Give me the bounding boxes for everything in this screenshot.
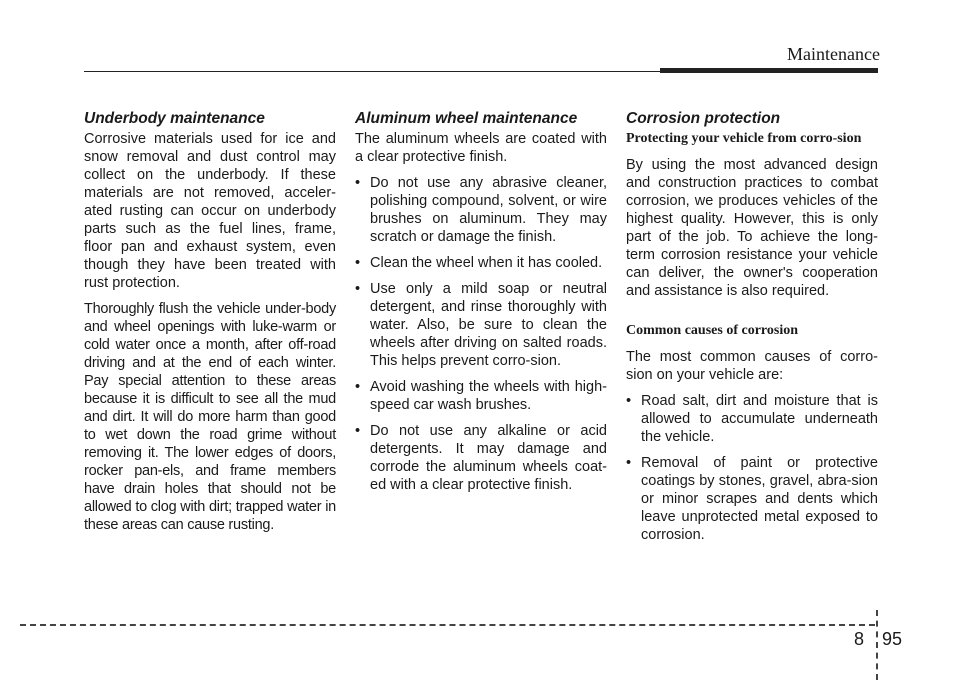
column-aluminum-wheel — [355, 110, 607, 502]
corrosion-subheading-protecting: Protecting your vehicle from corro-sion — [626, 131, 862, 146]
bullet-icon: • — [626, 455, 632, 471]
list-item — [355, 254, 607, 272]
list-item-text: Clean the wheel when it has cooled. — [370, 255, 603, 271]
list-item-text: Avoid washing the wheels with high-speed car wash brushes. — [370, 379, 607, 413]
aluminum-heading: Aluminum wheel maintenance — [355, 110, 578, 127]
aluminum-intro: The aluminum wheels are coated with a clear protective finish. — [355, 131, 607, 165]
corrosion-heading: Corrosion protection — [626, 110, 781, 127]
chapter-number: 8 — [854, 629, 865, 649]
corrosion-paragraph-1: By using the most advanced design and construction practices to combat corrosion, we produces vehicles of the highest quality. However, this is only part of the job. To achieve the long-term corrosion resistance your vehicle can deliver, the owner's cooperation and assistance is also required. — [626, 157, 878, 299]
list-item — [355, 422, 607, 494]
page-number: 95 — [882, 629, 903, 649]
list-item — [626, 454, 878, 544]
footer-page-separator — [876, 610, 878, 680]
bullet-icon: • — [355, 379, 361, 395]
corrosion-subheading-causes: Common causes of corrosion — [626, 323, 799, 338]
list-item — [355, 378, 607, 414]
bullet-icon: • — [355, 175, 361, 191]
underbody-heading: Underbody maintenance — [84, 110, 265, 127]
aluminum-bullet-list — [355, 174, 607, 494]
bullet-icon: • — [355, 255, 361, 271]
header-divider-bar — [660, 68, 878, 73]
footer-divider — [20, 624, 875, 626]
column-corrosion — [626, 110, 878, 552]
corrosion-paragraph-2: The most common causes of corro-sion on your vehicle are: — [626, 349, 878, 383]
list-item-text: Road salt, dirt and moisture that is allowed to accumulate underneath the vehicle. — [641, 393, 878, 445]
bullet-icon: • — [626, 393, 632, 409]
bullet-icon: • — [355, 423, 361, 439]
corrosion-bullet-list — [626, 392, 878, 544]
underbody-paragraph-1: Corrosive materials used for ice and snow removal and dust control may collect on the underbody. If these materials are not removed, acceler-ated rusting can occur on underbody parts such as the fuel lines, frame, floor pan and exhaust system, even though they have been treated with rust protection. — [84, 131, 336, 291]
header-divider — [84, 71, 660, 72]
list-item — [355, 174, 607, 246]
list-item — [355, 280, 607, 370]
list-item-text: Use only a mild soap or neutral detergent, and rinse thoroughly with water. Also, be sure to clean the wheels after driving on salted roads. This helps prevent corro-sion. — [370, 281, 607, 369]
column-underbody — [84, 110, 336, 542]
section-title: Maintenance — [787, 44, 880, 64]
list-item-text: Do not use any alkaline or acid detergents. It may damage and corrode the aluminum wheels coat-ed with a clear protective finish. — [370, 423, 607, 493]
list-item-text: Do not use any abrasive cleaner, polishing compound, solvent, or wire brushes on aluminum. They may scratch or damage the finish. — [370, 175, 607, 245]
list-item-text: Removal of paint or protective coatings by stones, gravel, abra-sion or minor scrapes and dents which leave unprotected metal exposed to corrosion. — [641, 455, 878, 543]
list-item — [626, 392, 878, 446]
bullet-icon: • — [355, 281, 361, 297]
underbody-paragraph-2: Thoroughly flush the vehicle under-body and wheel openings with luke-warm or cold water once a month, after off-road driving and at the end of each winter. Pay special attention to these areas because it is difficult to see all the mud and dirt. It will do more harm than good to wet down the road grime without removing it. The lower edges of doors, rocker pan-els, and frame members have drain holes that should not be allowed to clog with dirt; trapped water in these areas can cause rusting. — [84, 301, 336, 533]
